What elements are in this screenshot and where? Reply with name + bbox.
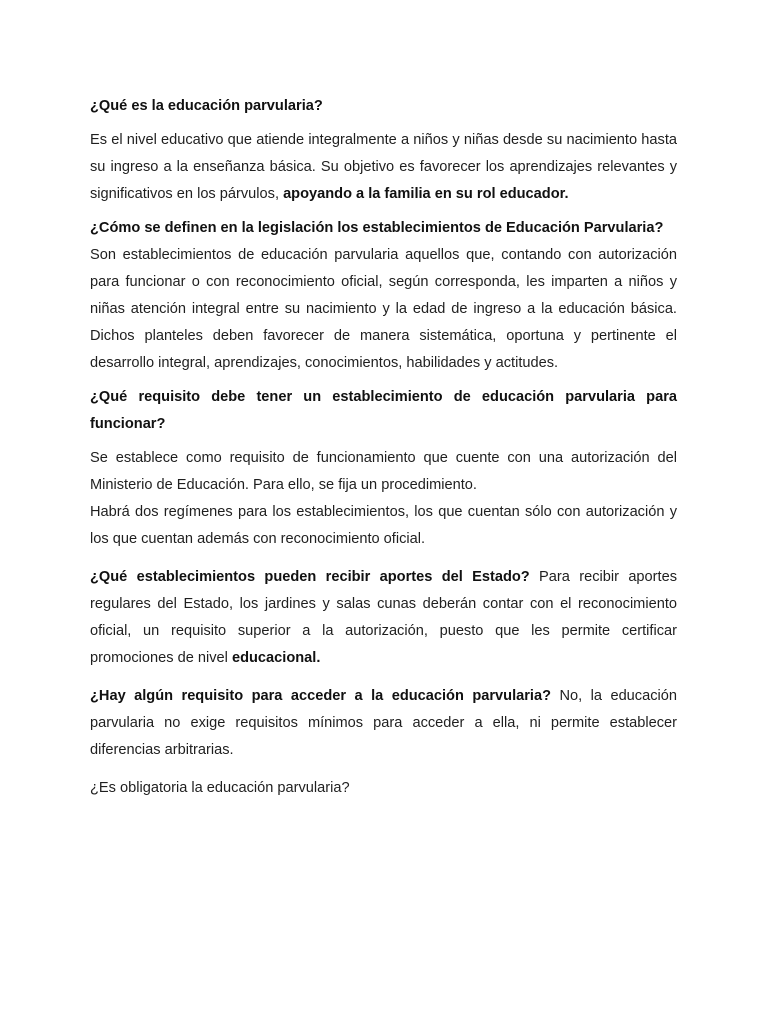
heading-legislacion: ¿Cómo se definen en la legislación los establecimientos de Educación Parvularia?: [90, 220, 664, 236]
paragraph-legislacion: Son establecimientos de educación parvularia aquellos que, contando con autorización para funcionar o con reconocimiento oficial, según corresponda, les imparten a niños y niñas atención integral entre su nacimiento y la edad de ingreso a la educación básica. Dichos planteles deben favorecer de manera sistemática, oportuna y pertinente el desarrollo integral, aprendizajes, conocimientos, habilidades y actitudes.: [90, 247, 677, 371]
paragraph-aportes-bold: educacional.: [231, 650, 321, 666]
paragraph-definicion: [90, 127, 677, 208]
paragraph-requisito-a: Se establece como requisito de funcionamiento que cuente con una autorización del Ministerio de Educación. Para ello, se fija un procedimiento.: [90, 450, 677, 493]
heading-acceso: ¿Hay algún requisito para acceder a la educación parvularia?: [90, 688, 552, 704]
heading-aportes: ¿Qué establecimientos pueden recibir aportes del Estado?: [90, 569, 530, 585]
paragraph-definicion-text: Es el nivel educativo que atiende integralmente a niños y niñas desde su nacimiento hasta su ingreso a la enseñanza básica. Su objetivo es favorecer los aprendizajes relevantes y significativos en los párvulos,: [90, 132, 677, 202]
heading-obligatoria: ¿Es obligatoria la educación parvularia?: [90, 780, 350, 796]
heading-requisito-funcionar: ¿Qué requisito debe tener un establecimiento de educación parvularia para funcionar?: [90, 389, 677, 432]
paragraph-acceso-text: No, la educación parvularia no exige requisitos mínimos para acceder a ella, ni permite establecer diferencias arbitrarias.: [90, 688, 677, 758]
paragraph-requisito-b: Habrá dos regímenes para los establecimientos, los que cuentan sólo con autorización y los que cuentan además con reconocimiento oficial.: [90, 504, 677, 547]
paragraph-aportes-text: Para recibir aportes regulares del Estado, los jardines y salas cunas deberán contar con el reconocimiento oficial, un requisito superior a la autorización, puesto que les permite certificar promociones de nivel: [90, 569, 677, 666]
paragraph-aportes: [90, 564, 677, 672]
heading-que-es: ¿Qué es la educación parvularia?: [90, 98, 323, 114]
paragraph-definicion-bold: apoyando a la familia en su rol educador.: [283, 186, 569, 202]
paragraph-acceso: [90, 683, 677, 764]
document-page: [90, 93, 677, 802]
